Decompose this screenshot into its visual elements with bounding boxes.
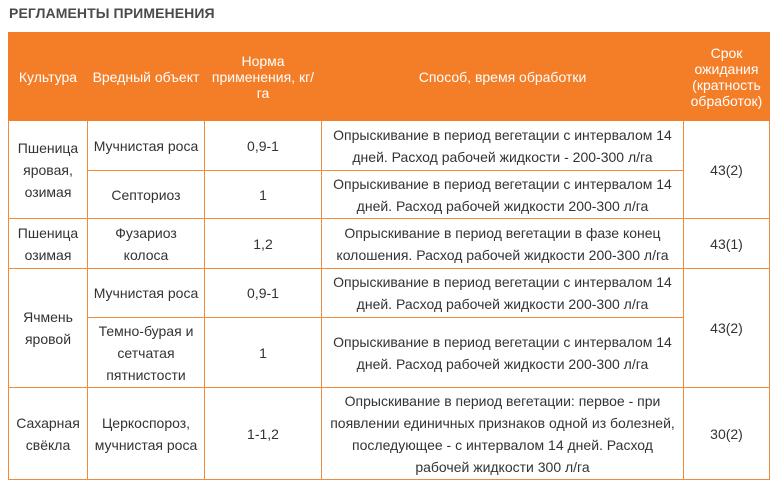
- pest-cell: Темно-бурая и сетчатая пятнистости: [88, 318, 205, 388]
- table-row: [9, 121, 770, 171]
- table-row: [9, 388, 770, 480]
- method-cell: Опрыскивание в период вегетации с интервалом 14 дней. Расход рабочей жидкости 200-300 л/га: [322, 269, 684, 318]
- method-cell: Опрыскивание в период вегетации: первое - при появлении единичных признаков одной из болезней, последующее - с интервалом 14 дней. Расход рабочей жидкости 300 л/га: [322, 388, 684, 480]
- method-cell: Опрыскивание в период вегетации с интервалом 14 дней. Расход рабочей жидкости 200-300 л/га: [322, 318, 684, 388]
- table-header-row: [9, 33, 770, 121]
- waiting-cell: 30(2): [684, 388, 770, 480]
- header-culture: Культура: [9, 33, 88, 121]
- header-rate: Норма применения, кг/га: [205, 33, 322, 121]
- header-method: Способ, время обработки: [322, 33, 684, 121]
- rate-cell: 1: [205, 318, 322, 388]
- pest-cell: Мучнистая роса: [88, 121, 205, 171]
- table-row: [9, 171, 770, 219]
- waiting-cell: 43(2): [684, 269, 770, 388]
- regulations-table: [8, 32, 770, 480]
- header-pest: Вредный объект: [88, 33, 205, 121]
- section-title: РЕГЛАМЕНТЫ ПРИМЕНЕНИЯ: [9, 5, 215, 21]
- pest-cell: Церкоспороз, мучнистая роса: [88, 388, 205, 480]
- rate-cell: 0,9-1: [205, 121, 322, 171]
- method-cell: Опрыскивание в период вегетации с интервалом 14 дней. Расход рабочей жидкости - 200-300 л/га: [322, 121, 684, 171]
- pest-cell: Мучнистая роса: [88, 269, 205, 318]
- header-waiting: Срок ожидания (кратность обработок): [684, 33, 770, 121]
- culture-cell: Пшеница яровая, озимая: [9, 121, 88, 219]
- table-row: [9, 269, 770, 318]
- rate-cell: 0,9-1: [205, 269, 322, 318]
- rate-cell: 1,2: [205, 219, 322, 269]
- table-row: [9, 318, 770, 388]
- table-row: [9, 219, 770, 269]
- method-cell: Опрыскивание в период вегетации с интервалом 14 дней. Расход рабочей жидкости 200-300 л/га: [322, 171, 684, 219]
- culture-cell: Сахарная свёкла: [9, 388, 88, 480]
- waiting-cell: 43(2): [684, 121, 770, 219]
- pest-cell: Фузариоз колоса: [88, 219, 205, 269]
- rate-cell: 1: [205, 171, 322, 219]
- method-cell: Опрыскивание в период вегетации в фазе конец колошения. Расход рабочей жидкости 200-300 л/га: [322, 219, 684, 269]
- rate-cell: 1-1,2: [205, 388, 322, 480]
- culture-cell: Ячмень яровой: [9, 269, 88, 388]
- pest-cell: Септориоз: [88, 171, 205, 219]
- culture-cell: Пшеница озимая: [9, 219, 88, 269]
- waiting-cell: 43(1): [684, 219, 770, 269]
